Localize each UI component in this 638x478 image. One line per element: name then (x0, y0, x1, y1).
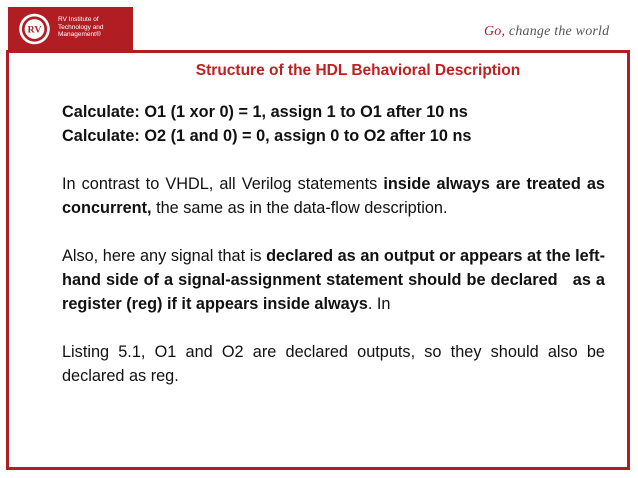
paragraph-2: Also, here any signal that is declared as an output or appears at the left-hand side of a signal-assignment statement should be declared as a register (reg) if it appears inside always. In (62, 247, 605, 313)
institute-name: RV Institute of Technology and Management® (58, 16, 104, 38)
tagline-go: Go, (484, 24, 506, 39)
tagline (484, 24, 609, 40)
calc-line-1: Calculate: O1 (1 xor 0) = 1, assign 1 to O1 after 10 ns (62, 103, 468, 121)
institute-logo (8, 7, 133, 50)
rv-seal-icon (16, 11, 53, 47)
svg-text:RV: RV (27, 24, 42, 36)
slide-title: Structure of the HDL Behavioral Description (195, 62, 521, 79)
paragraph-1: In contrast to VHDL, all Verilog statements inside always are treated as concurrent, the same as in the data-flow description. (62, 175, 605, 217)
calc-line-2: Calculate: O2 (1 and 0) = 0, assign 0 to O2 after 10 ns (62, 127, 472, 145)
tagline-rest: change the world (508, 24, 610, 39)
paragraph-3: Listing 5.1, O1 and O2 are declared outputs, so they should also be declared as reg. (62, 343, 605, 385)
header (0, 0, 638, 50)
slide-body (62, 100, 605, 388)
